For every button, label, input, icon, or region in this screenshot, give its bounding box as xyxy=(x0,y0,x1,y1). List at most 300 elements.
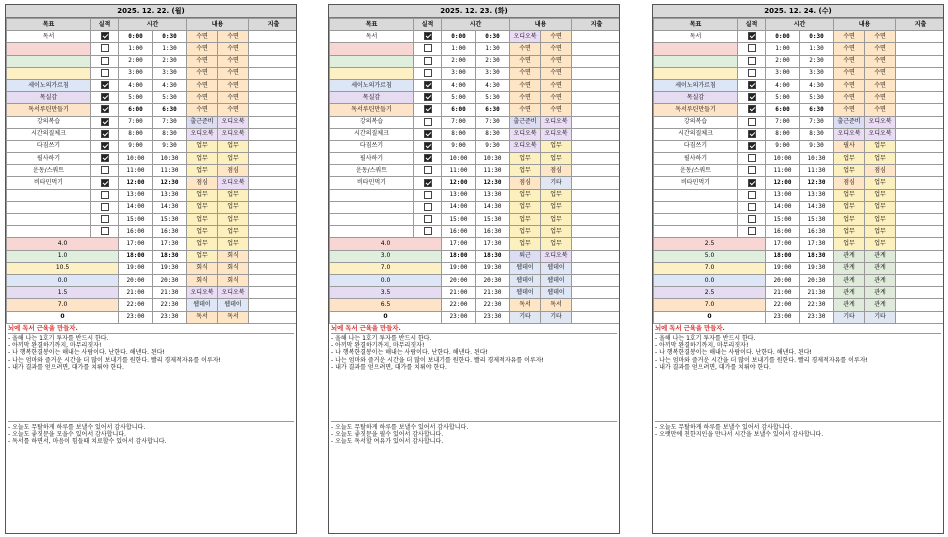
goal-cell[interactable]: 비타민먹기 xyxy=(330,177,414,189)
done-cell[interactable] xyxy=(738,140,766,152)
gratitude-box[interactable] xyxy=(655,422,941,438)
content-cell[interactable]: 점심 xyxy=(510,177,541,189)
content-cell[interactable]: 수면 xyxy=(187,31,218,43)
done-cell[interactable] xyxy=(738,92,766,104)
spend-cell[interactable] xyxy=(896,128,945,140)
content-cell[interactable]: 업무 xyxy=(218,226,249,238)
content-cell[interactable]: 오디오북 xyxy=(218,128,249,140)
goal-cell[interactable]: 목실감 xyxy=(654,92,738,104)
unchecked-checkbox-icon[interactable] xyxy=(748,44,756,52)
goal-cell[interactable] xyxy=(654,55,738,67)
goal-cell[interactable]: 필사하기 xyxy=(330,153,414,165)
unchecked-checkbox-icon[interactable] xyxy=(748,154,756,162)
content-cell[interactable]: 업무 xyxy=(510,238,541,250)
done-cell[interactable] xyxy=(91,177,119,189)
checked-checkbox-icon[interactable] xyxy=(748,81,756,89)
unchecked-checkbox-icon[interactable] xyxy=(101,227,109,235)
done-cell[interactable] xyxy=(738,104,766,116)
content-cell[interactable]: 점심 xyxy=(865,165,896,177)
checked-checkbox-icon[interactable] xyxy=(424,154,432,162)
done-cell[interactable] xyxy=(738,153,766,165)
done-cell[interactable] xyxy=(414,31,442,43)
content-cell[interactable]: 수면 xyxy=(510,67,541,79)
done-cell[interactable] xyxy=(414,79,442,91)
spend-cell[interactable] xyxy=(572,189,621,201)
unchecked-checkbox-icon[interactable] xyxy=(424,227,432,235)
checked-checkbox-icon[interactable] xyxy=(424,93,432,101)
content-cell[interactable]: 수면 xyxy=(187,55,218,67)
goal-cell[interactable] xyxy=(7,201,91,213)
unchecked-checkbox-icon[interactable] xyxy=(101,215,109,223)
checked-checkbox-icon[interactable] xyxy=(748,32,756,40)
goal-cell[interactable] xyxy=(330,67,414,79)
spend-cell[interactable] xyxy=(249,128,298,140)
goal-cell[interactable]: 독서루틴만들기 xyxy=(7,104,91,116)
content-cell[interactable]: 오디오북 xyxy=(218,116,249,128)
goal-cell[interactable] xyxy=(654,201,738,213)
spend-cell[interactable] xyxy=(896,214,945,226)
checked-checkbox-icon[interactable] xyxy=(101,32,109,40)
content-cell[interactable]: 수면 xyxy=(218,79,249,91)
content-cell[interactable]: 업무 xyxy=(865,238,896,250)
content-cell[interactable]: 관계 xyxy=(834,250,865,262)
content-cell[interactable]: 관계 xyxy=(865,274,896,286)
spend-cell[interactable] xyxy=(249,311,298,323)
content-cell[interactable]: 웹데이 xyxy=(187,299,218,311)
content-cell[interactable]: 업무 xyxy=(865,140,896,152)
checked-checkbox-icon[interactable] xyxy=(424,32,432,40)
spend-cell[interactable] xyxy=(896,299,945,311)
goal-cell[interactable] xyxy=(330,214,414,226)
goal-cell[interactable] xyxy=(7,43,91,55)
spend-cell[interactable] xyxy=(249,43,298,55)
content-cell[interactable]: 업무 xyxy=(834,165,865,177)
content-cell[interactable]: 독서 xyxy=(187,311,218,323)
spend-cell[interactable] xyxy=(249,140,298,152)
content-cell[interactable]: 필사 xyxy=(834,140,865,152)
unchecked-checkbox-icon[interactable] xyxy=(424,191,432,199)
spend-cell[interactable] xyxy=(249,189,298,201)
done-cell[interactable] xyxy=(738,67,766,79)
goal-cell[interactable]: 운동/스쿼트 xyxy=(330,165,414,177)
done-cell[interactable] xyxy=(738,226,766,238)
spend-cell[interactable] xyxy=(572,104,621,116)
goal-cell[interactable]: 세이노의가르침 xyxy=(654,79,738,91)
content-cell[interactable]: 관계 xyxy=(834,299,865,311)
done-cell[interactable] xyxy=(738,116,766,128)
spend-cell[interactable] xyxy=(572,201,621,213)
content-cell[interactable]: 업무 xyxy=(187,153,218,165)
content-cell[interactable]: 업무 xyxy=(218,201,249,213)
unchecked-checkbox-icon[interactable] xyxy=(748,118,756,126)
goal-cell[interactable]: 목실감 xyxy=(7,92,91,104)
content-cell[interactable]: 회식 xyxy=(187,274,218,286)
unchecked-checkbox-icon[interactable] xyxy=(101,69,109,77)
checked-checkbox-icon[interactable] xyxy=(101,179,109,187)
content-cell[interactable]: 점심 xyxy=(541,165,572,177)
content-cell[interactable]: 업무 xyxy=(187,140,218,152)
spend-cell[interactable] xyxy=(572,177,621,189)
content-cell[interactable]: 업무 xyxy=(865,189,896,201)
goal-cell[interactable] xyxy=(7,67,91,79)
content-cell[interactable]: 수면 xyxy=(218,55,249,67)
goal-cell[interactable]: 필사하기 xyxy=(654,153,738,165)
content-cell[interactable]: 관계 xyxy=(865,287,896,299)
spend-cell[interactable] xyxy=(896,189,945,201)
content-cell[interactable]: 오디오북 xyxy=(510,31,541,43)
done-cell[interactable] xyxy=(414,153,442,165)
content-cell[interactable]: 오디오북 xyxy=(541,128,572,140)
content-cell[interactable]: 수면 xyxy=(834,79,865,91)
unchecked-checkbox-icon[interactable] xyxy=(424,57,432,65)
spend-cell[interactable] xyxy=(249,79,298,91)
content-cell[interactable]: 수면 xyxy=(218,31,249,43)
content-cell[interactable]: 수면 xyxy=(187,43,218,55)
affirmations-box[interactable] xyxy=(8,334,294,422)
done-cell[interactable] xyxy=(91,153,119,165)
content-cell[interactable]: 기타 xyxy=(510,311,541,323)
checked-checkbox-icon[interactable] xyxy=(101,81,109,89)
spend-cell[interactable] xyxy=(896,201,945,213)
spend-cell[interactable] xyxy=(572,79,621,91)
content-cell[interactable]: 기타 xyxy=(834,311,865,323)
goal-cell[interactable]: 독서루틴만들기 xyxy=(330,104,414,116)
content-cell[interactable]: 업무 xyxy=(187,214,218,226)
checked-checkbox-icon[interactable] xyxy=(101,154,109,162)
spend-cell[interactable] xyxy=(572,67,621,79)
content-cell[interactable]: 점심 xyxy=(218,165,249,177)
spend-cell[interactable] xyxy=(249,238,298,250)
spend-cell[interactable] xyxy=(896,116,945,128)
done-cell[interactable] xyxy=(738,165,766,177)
done-cell[interactable] xyxy=(414,201,442,213)
checked-checkbox-icon[interactable] xyxy=(101,130,109,138)
content-cell[interactable]: 오디오북 xyxy=(865,128,896,140)
unchecked-checkbox-icon[interactable] xyxy=(424,215,432,223)
spend-cell[interactable] xyxy=(249,250,298,262)
spend-cell[interactable] xyxy=(896,79,945,91)
content-cell[interactable]: 관계 xyxy=(865,250,896,262)
goal-cell[interactable] xyxy=(7,214,91,226)
content-cell[interactable]: 회식 xyxy=(218,274,249,286)
spend-cell[interactable] xyxy=(249,299,298,311)
content-cell[interactable]: 수면 xyxy=(218,67,249,79)
goal-cell[interactable]: 목실감 xyxy=(330,92,414,104)
content-cell[interactable]: 업무 xyxy=(834,214,865,226)
content-cell[interactable]: 업무 xyxy=(865,226,896,238)
goal-cell[interactable]: 독서 xyxy=(654,31,738,43)
content-cell[interactable]: 오디오북 xyxy=(834,128,865,140)
spend-cell[interactable] xyxy=(572,311,621,323)
affirmations-box[interactable] xyxy=(331,334,617,422)
goal-cell[interactable] xyxy=(330,55,414,67)
content-cell[interactable]: 웹데이 xyxy=(541,287,572,299)
content-cell[interactable]: 수면 xyxy=(187,67,218,79)
content-cell[interactable]: 수면 xyxy=(865,43,896,55)
content-cell[interactable]: 업무 xyxy=(541,238,572,250)
checked-checkbox-icon[interactable] xyxy=(424,142,432,150)
content-cell[interactable]: 수면 xyxy=(541,79,572,91)
gratitude-box[interactable] xyxy=(8,422,294,446)
spend-cell[interactable] xyxy=(572,262,621,274)
unchecked-checkbox-icon[interactable] xyxy=(748,69,756,77)
content-cell[interactable]: 출근준비 xyxy=(510,116,541,128)
spend-cell[interactable] xyxy=(249,116,298,128)
content-cell[interactable]: 업무 xyxy=(865,201,896,213)
unchecked-checkbox-icon[interactable] xyxy=(424,203,432,211)
spend-cell[interactable] xyxy=(896,238,945,250)
content-cell[interactable]: 오디오북 xyxy=(541,250,572,262)
content-cell[interactable]: 수면 xyxy=(865,55,896,67)
content-cell[interactable]: 점심 xyxy=(834,177,865,189)
spend-cell[interactable] xyxy=(896,104,945,116)
checked-checkbox-icon[interactable] xyxy=(101,105,109,113)
unchecked-checkbox-icon[interactable] xyxy=(748,57,756,65)
content-cell[interactable]: 수면 xyxy=(834,104,865,116)
unchecked-checkbox-icon[interactable] xyxy=(424,69,432,77)
gratitude-box[interactable] xyxy=(331,422,617,446)
content-cell[interactable]: 웹데이 xyxy=(510,287,541,299)
done-cell[interactable] xyxy=(91,189,119,201)
goal-cell[interactable] xyxy=(654,67,738,79)
goal-cell[interactable] xyxy=(330,43,414,55)
content-cell[interactable]: 수면 xyxy=(834,67,865,79)
spend-cell[interactable] xyxy=(249,214,298,226)
content-cell[interactable]: 업무 xyxy=(510,226,541,238)
done-cell[interactable] xyxy=(91,226,119,238)
content-cell[interactable]: 기타 xyxy=(865,311,896,323)
content-cell[interactable]: 수면 xyxy=(541,92,572,104)
spend-cell[interactable] xyxy=(896,140,945,152)
checked-checkbox-icon[interactable] xyxy=(101,118,109,126)
spend-cell[interactable] xyxy=(572,153,621,165)
done-cell[interactable] xyxy=(91,92,119,104)
goal-cell[interactable]: 강의복습 xyxy=(330,116,414,128)
content-cell[interactable]: 독서 xyxy=(510,299,541,311)
done-cell[interactable] xyxy=(414,214,442,226)
unchecked-checkbox-icon[interactable] xyxy=(748,166,756,174)
content-cell[interactable]: 출근준비 xyxy=(834,116,865,128)
done-cell[interactable] xyxy=(738,31,766,43)
spend-cell[interactable] xyxy=(896,165,945,177)
unchecked-checkbox-icon[interactable] xyxy=(101,44,109,52)
done-cell[interactable] xyxy=(91,79,119,91)
content-cell[interactable]: 수면 xyxy=(218,104,249,116)
done-cell[interactable] xyxy=(414,55,442,67)
done-cell[interactable] xyxy=(91,165,119,177)
content-cell[interactable]: 웹데이 xyxy=(541,262,572,274)
done-cell[interactable] xyxy=(414,67,442,79)
content-cell[interactable]: 수면 xyxy=(510,104,541,116)
affirmations-box[interactable] xyxy=(655,334,941,422)
checked-checkbox-icon[interactable] xyxy=(424,179,432,187)
spend-cell[interactable] xyxy=(572,238,621,250)
done-cell[interactable] xyxy=(738,43,766,55)
checked-checkbox-icon[interactable] xyxy=(748,179,756,187)
goal-cell[interactable]: 독서루틴만들기 xyxy=(654,104,738,116)
spend-cell[interactable] xyxy=(249,201,298,213)
done-cell[interactable] xyxy=(414,104,442,116)
spend-cell[interactable] xyxy=(896,226,945,238)
spend-cell[interactable] xyxy=(572,226,621,238)
done-cell[interactable] xyxy=(414,189,442,201)
content-cell[interactable]: 수면 xyxy=(834,55,865,67)
spend-cell[interactable] xyxy=(249,287,298,299)
done-cell[interactable] xyxy=(414,116,442,128)
content-cell[interactable]: 점심 xyxy=(187,177,218,189)
spend-cell[interactable] xyxy=(572,165,621,177)
content-cell[interactable]: 업무 xyxy=(541,189,572,201)
done-cell[interactable] xyxy=(91,67,119,79)
unchecked-checkbox-icon[interactable] xyxy=(101,203,109,211)
content-cell[interactable]: 수면 xyxy=(541,67,572,79)
content-cell[interactable]: 업무 xyxy=(218,189,249,201)
goal-cell[interactable] xyxy=(330,201,414,213)
checked-checkbox-icon[interactable] xyxy=(101,93,109,101)
content-cell[interactable]: 출근준비 xyxy=(187,116,218,128)
spend-cell[interactable] xyxy=(249,67,298,79)
content-cell[interactable]: 업무 xyxy=(218,153,249,165)
goal-cell[interactable] xyxy=(654,43,738,55)
spend-cell[interactable] xyxy=(572,274,621,286)
content-cell[interactable]: 수면 xyxy=(834,92,865,104)
spend-cell[interactable] xyxy=(249,31,298,43)
checked-checkbox-icon[interactable] xyxy=(748,105,756,113)
spend-cell[interactable] xyxy=(572,43,621,55)
content-cell[interactable]: 업무 xyxy=(541,214,572,226)
checked-checkbox-icon[interactable] xyxy=(424,105,432,113)
done-cell[interactable] xyxy=(414,226,442,238)
spend-cell[interactable] xyxy=(896,177,945,189)
done-cell[interactable] xyxy=(738,79,766,91)
checked-checkbox-icon[interactable] xyxy=(748,93,756,101)
content-cell[interactable]: 회식 xyxy=(187,262,218,274)
content-cell[interactable]: 업무 xyxy=(541,153,572,165)
content-cell[interactable]: 독서 xyxy=(218,311,249,323)
done-cell[interactable] xyxy=(738,128,766,140)
done-cell[interactable] xyxy=(91,128,119,140)
content-cell[interactable]: 독서 xyxy=(541,299,572,311)
spend-cell[interactable] xyxy=(572,299,621,311)
goal-cell[interactable] xyxy=(330,189,414,201)
spend-cell[interactable] xyxy=(572,250,621,262)
spend-cell[interactable] xyxy=(572,55,621,67)
content-cell[interactable]: 업무 xyxy=(541,140,572,152)
done-cell[interactable] xyxy=(91,214,119,226)
goal-cell[interactable]: 다짐쓰기 xyxy=(654,140,738,152)
spend-cell[interactable] xyxy=(896,262,945,274)
done-cell[interactable] xyxy=(738,55,766,67)
done-cell[interactable] xyxy=(738,214,766,226)
content-cell[interactable]: 업무 xyxy=(834,238,865,250)
spend-cell[interactable] xyxy=(896,31,945,43)
content-cell[interactable]: 수면 xyxy=(541,31,572,43)
goal-cell[interactable]: 세이노의가르침 xyxy=(7,79,91,91)
content-cell[interactable]: 업무 xyxy=(865,177,896,189)
goal-cell[interactable]: 다짐쓰기 xyxy=(7,140,91,152)
content-cell[interactable]: 업무 xyxy=(510,189,541,201)
content-cell[interactable]: 수면 xyxy=(865,92,896,104)
goal-cell[interactable]: 독서 xyxy=(7,31,91,43)
content-cell[interactable]: 수면 xyxy=(865,79,896,91)
spend-cell[interactable] xyxy=(896,287,945,299)
content-cell[interactable]: 웹데이 xyxy=(218,299,249,311)
content-cell[interactable]: 관계 xyxy=(865,262,896,274)
spend-cell[interactable] xyxy=(572,287,621,299)
spend-cell[interactable] xyxy=(572,31,621,43)
content-cell[interactable]: 수면 xyxy=(865,31,896,43)
spend-cell[interactable] xyxy=(896,153,945,165)
goal-cell[interactable] xyxy=(7,226,91,238)
spend-cell[interactable] xyxy=(249,274,298,286)
unchecked-checkbox-icon[interactable] xyxy=(748,227,756,235)
spend-cell[interactable] xyxy=(249,104,298,116)
content-cell[interactable]: 수면 xyxy=(541,43,572,55)
goal-cell[interactable]: 세이노의가르침 xyxy=(330,79,414,91)
spend-cell[interactable] xyxy=(572,140,621,152)
content-cell[interactable]: 업무 xyxy=(187,250,218,262)
spend-cell[interactable] xyxy=(896,311,945,323)
content-cell[interactable]: 오디오북 xyxy=(510,140,541,152)
spend-cell[interactable] xyxy=(572,92,621,104)
content-cell[interactable]: 기타 xyxy=(541,177,572,189)
content-cell[interactable]: 관계 xyxy=(865,299,896,311)
content-cell[interactable]: 웹데이 xyxy=(510,274,541,286)
content-cell[interactable]: 회식 xyxy=(218,262,249,274)
spend-cell[interactable] xyxy=(896,250,945,262)
content-cell[interactable]: 퇴근 xyxy=(510,250,541,262)
content-cell[interactable]: 오디오북 xyxy=(865,116,896,128)
content-cell[interactable]: 관계 xyxy=(834,274,865,286)
done-cell[interactable] xyxy=(91,116,119,128)
spend-cell[interactable] xyxy=(572,214,621,226)
content-cell[interactable]: 수면 xyxy=(187,92,218,104)
spend-cell[interactable] xyxy=(249,226,298,238)
unchecked-checkbox-icon[interactable] xyxy=(101,57,109,65)
goal-cell[interactable]: 필사하기 xyxy=(7,153,91,165)
content-cell[interactable]: 업무 xyxy=(510,214,541,226)
content-cell[interactable]: 수면 xyxy=(865,67,896,79)
goal-cell[interactable]: 운동/스쿼트 xyxy=(7,165,91,177)
unchecked-checkbox-icon[interactable] xyxy=(424,44,432,52)
content-cell[interactable]: 오디오북 xyxy=(510,128,541,140)
spend-cell[interactable] xyxy=(896,55,945,67)
done-cell[interactable] xyxy=(91,31,119,43)
content-cell[interactable]: 업무 xyxy=(865,153,896,165)
done-cell[interactable] xyxy=(414,92,442,104)
content-cell[interactable]: 수면 xyxy=(187,104,218,116)
content-cell[interactable]: 오디오북 xyxy=(218,177,249,189)
goal-cell[interactable]: 시간의질체크 xyxy=(654,128,738,140)
content-cell[interactable]: 수면 xyxy=(218,92,249,104)
goal-cell[interactable] xyxy=(7,55,91,67)
goal-cell[interactable]: 다짐쓰기 xyxy=(330,140,414,152)
content-cell[interactable]: 업무 xyxy=(834,153,865,165)
done-cell[interactable] xyxy=(414,177,442,189)
spend-cell[interactable] xyxy=(249,55,298,67)
content-cell[interactable]: 수면 xyxy=(834,31,865,43)
content-cell[interactable]: 오디오북 xyxy=(187,287,218,299)
content-cell[interactable]: 업무 xyxy=(187,238,218,250)
unchecked-checkbox-icon[interactable] xyxy=(748,203,756,211)
done-cell[interactable] xyxy=(91,201,119,213)
spend-cell[interactable] xyxy=(249,153,298,165)
goal-cell[interactable]: 강의복습 xyxy=(654,116,738,128)
content-cell[interactable]: 오디오북 xyxy=(218,287,249,299)
content-cell[interactable]: 업무 xyxy=(510,165,541,177)
done-cell[interactable] xyxy=(738,177,766,189)
checked-checkbox-icon[interactable] xyxy=(424,81,432,89)
